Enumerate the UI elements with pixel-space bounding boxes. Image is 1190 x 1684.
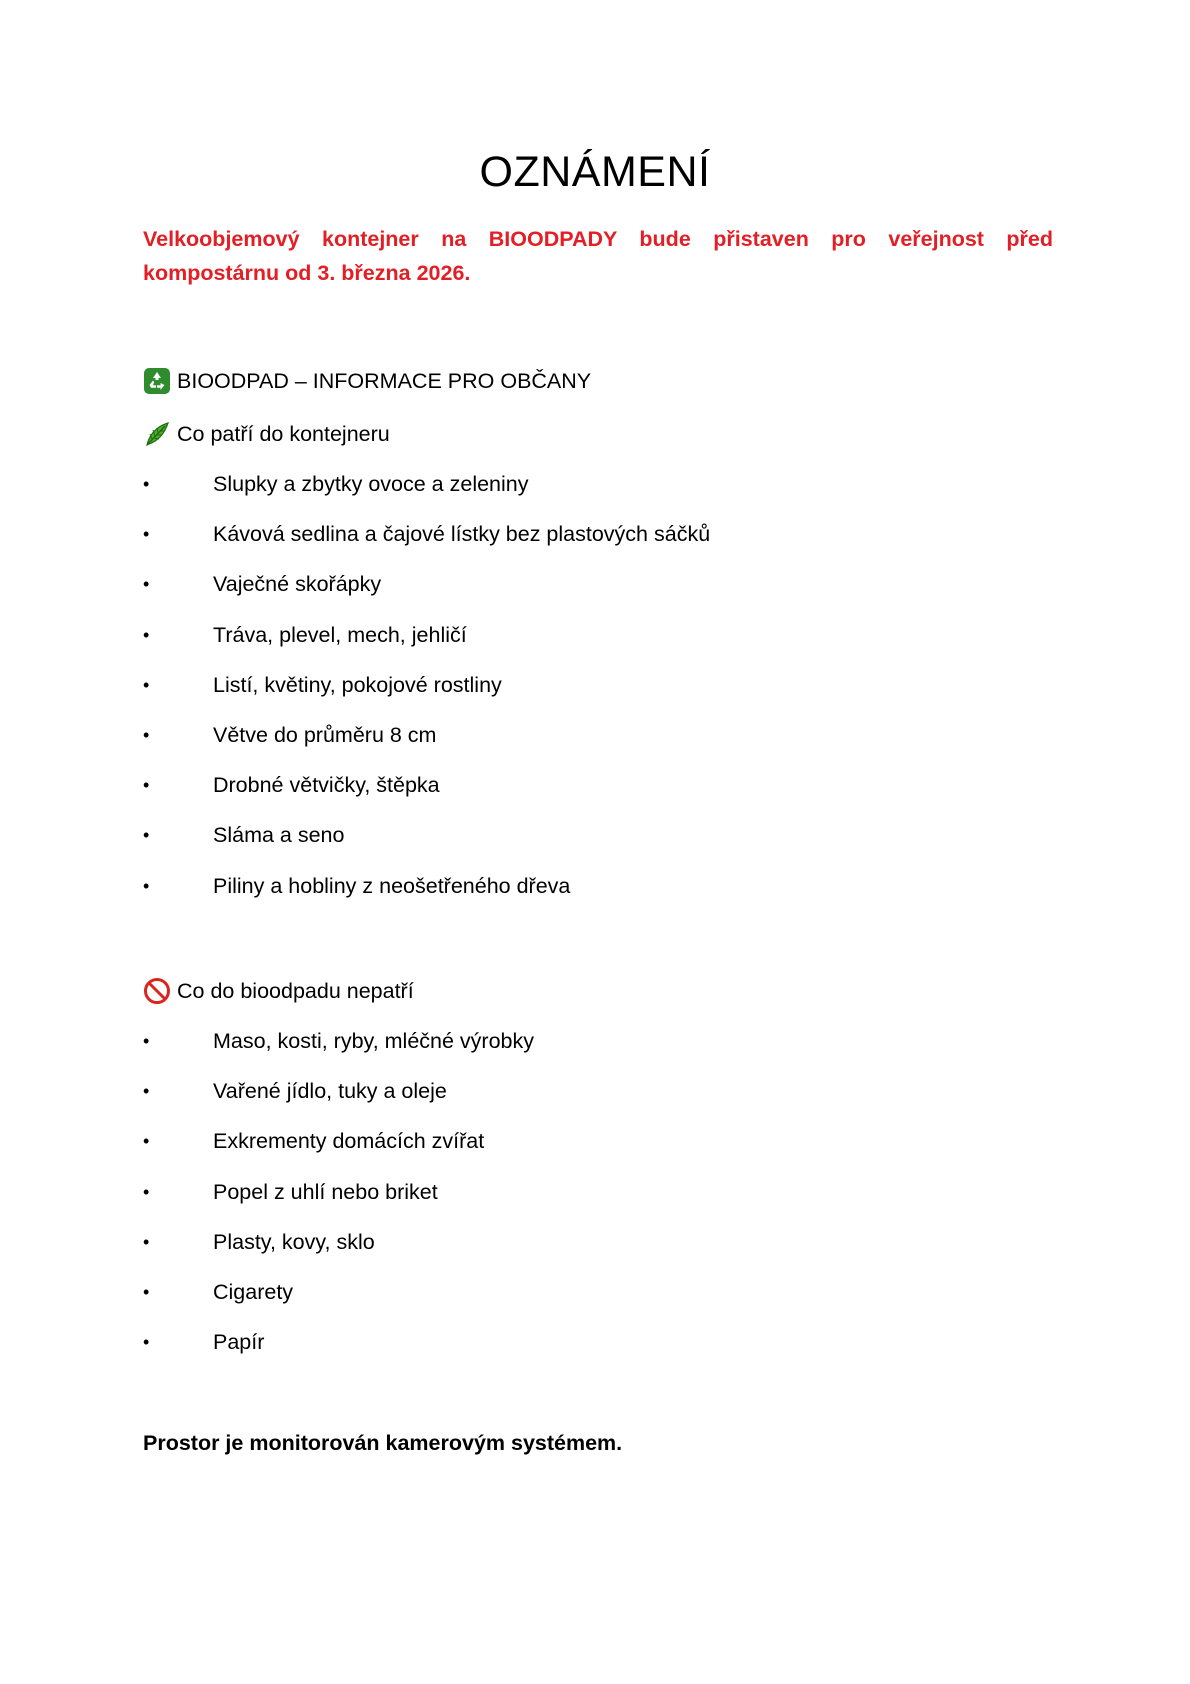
bullet: •	[143, 1081, 150, 1102]
notice-paragraph: Velkoobjemový kontejner na BIOODPADY bude přistaven pro veřejnost před kompostárnu od 3. března 2026.	[143, 227, 1053, 285]
bullet: •	[143, 1281, 150, 1302]
leaf-icon	[143, 420, 171, 448]
forbidden-heading-text: Co do bioodpadu nepatří	[177, 979, 414, 1003]
bullet: •	[143, 1131, 150, 1152]
bullet: •	[143, 674, 150, 695]
bullet: •	[143, 1181, 150, 1202]
bullet: •	[143, 775, 150, 796]
recycle-icon	[143, 367, 171, 395]
allowed-heading-text: Co patří do kontejneru	[177, 422, 390, 446]
bullet: •	[143, 1231, 150, 1252]
info-heading	[143, 366, 591, 396]
camera-notice: Prostor je monitorován kamerovým systémem.	[143, 1431, 623, 1455]
bullet: •	[143, 574, 150, 595]
page-title: OZNÁMENÍ	[479, 148, 711, 196]
bullet: •	[143, 1332, 150, 1353]
bullet: •	[143, 724, 150, 745]
bullet: •	[143, 1031, 150, 1051]
info-heading-text: BIOODPAD – INFORMACE PRO OBČANY	[177, 369, 592, 393]
bullet: •	[143, 624, 150, 645]
bullet: •	[143, 825, 150, 846]
forbidden-heading	[143, 976, 414, 1006]
bullet: •	[143, 474, 150, 494]
bullet: •	[143, 875, 150, 896]
prohibited-icon	[143, 977, 171, 1005]
document-page: OZNÁMENÍ Velkoobjemový kontejner na BIOODPADY bude přistaven pro veřejnost před kompostárnu od 3. března 2026. BIOODPAD – INFORMACE PRO OBČANY Co patří do kontejneru • Slupky a zbytky ovoce a zeleniny • Kávová sedlina a čajové lístky bez plastových sáčků • Vaječné skořápky • Tráva, plevel, mech, jehličí • Listí, květiny, pokojové rostliny • Větve do průměru 8 cm • Drobné větvičky, štěpka • Sláma a seno • Piliny a hobliny z neošetřeného dřeva Co do bioodpadu nepatří • Maso, kosti, ryby, mléčné výrobky • Vařené jídlo, tuky a oleje • Exkrementy domácích zvířat • Popel z uhlí nebo briket • Plasty, kovy, sklo • Cigarety • Papír Prostor je monitorován kamerovým systémem.	[0, 0, 1190, 1684]
allowed-heading	[143, 419, 390, 449]
bullet: •	[143, 524, 150, 545]
